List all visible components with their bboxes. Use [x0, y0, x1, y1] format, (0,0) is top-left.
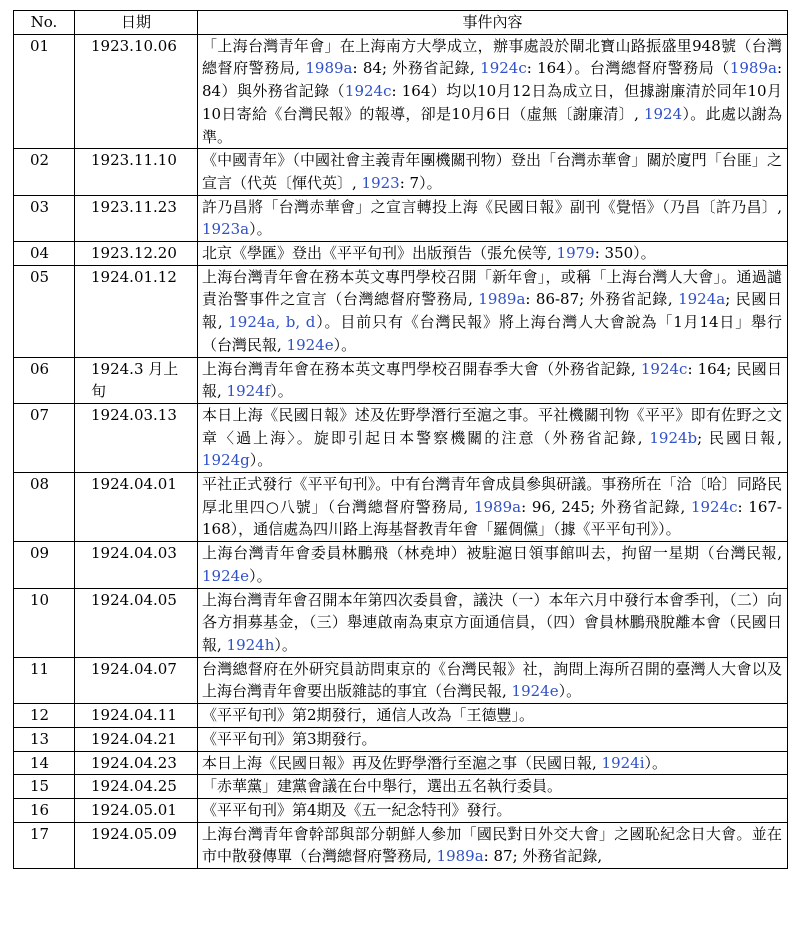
table-row	[14, 727, 788, 751]
citation-link[interactable]: 1924	[643, 104, 683, 123]
row-event	[198, 357, 788, 403]
citation-link[interactable]: 1924c	[690, 497, 738, 516]
row-date: 1924.03.13	[75, 403, 198, 472]
row-date: 1924.04.03	[75, 542, 198, 588]
event-text: ）。	[249, 220, 272, 239]
event-text: 平社正式發行《平平旬刊》。中有台灣青年會成員參與研議。事務所在「洽〔哈〕同路民厚北里四○八號」（台灣總督府警務局,	[202, 475, 782, 516]
event-text: ）。目前只有《台灣民報》將上海台灣人大會說為「1月14日」舉行（台灣民報,	[202, 313, 782, 354]
event-text: : 350）。	[594, 244, 656, 263]
row-date: 1924.04.01	[75, 473, 198, 542]
event-text: 上海台灣青年會在務本英文專門學校召開春季大會（外務省記錄,	[202, 359, 641, 378]
row-date: 1923.12.20	[75, 242, 198, 266]
citation-link[interactable]: 1924h	[226, 635, 275, 654]
event-text: ; 民國日報,	[697, 428, 782, 447]
table-row	[14, 657, 788, 703]
table-row	[14, 149, 788, 195]
event-text: : 164; 民國日報,	[202, 359, 782, 401]
citation-link[interactable]: 1923a	[202, 220, 250, 239]
header-event: 事件內容	[198, 11, 788, 35]
event-text: 《中國青年》（中國社會主義青年團機關刊物）登出「台灣赤華會」關於廈門「台匪」之宣言（代英〔惲代英〕,	[202, 151, 782, 192]
row-event	[198, 657, 788, 703]
table-row	[14, 473, 788, 542]
citation-link[interactable]: 1924a	[678, 290, 726, 309]
table-row	[14, 704, 788, 728]
row-date: 1924.05.09	[75, 822, 198, 868]
row-date: 1923.11.10	[75, 149, 198, 195]
row-number: 17	[14, 822, 75, 868]
event-text: 上海台灣青年會在務本英文專門學校召開「新年會」，或稱「上海台灣人大會」。通過譴責治警事件之宣言（台灣總督府警務局,	[202, 267, 782, 309]
citation-link[interactable]: 1924c	[640, 359, 688, 378]
table-row	[14, 357, 788, 403]
event-text: 許乃昌將「台灣赤華會」之宣言轉投上海《民國日報》副刊《覺悟》（乃昌〔許乃昌〕,	[202, 197, 782, 216]
row-event	[198, 798, 788, 822]
row-number: 14	[14, 751, 75, 775]
row-date: 1924.3 月上旬	[75, 357, 198, 403]
event-text: 北京《學匯》登出《平平旬刊》出版預告（張允侯等,	[202, 244, 557, 263]
row-event	[198, 149, 788, 195]
event-text: : 86-87; 外務省記錄,	[525, 290, 679, 309]
event-text: 台灣總督府在外研究員訪問東京的《台灣民報》社，詢問上海所召開的臺灣人大會以及上海台灣青年會要出版雜誌的事宜（台灣民報,	[202, 659, 782, 701]
table-row	[14, 34, 788, 149]
row-event	[198, 242, 788, 266]
header-date: 日期	[75, 11, 198, 35]
citation-link[interactable]: 1924i	[601, 753, 645, 772]
row-date: 1924.05.01	[75, 798, 198, 822]
row-date: 1924.04.11	[75, 704, 198, 728]
event-text: : 84）與外務省記錄（	[202, 59, 782, 101]
row-number: 02	[14, 149, 75, 195]
event-text: 本日上海《民國日報》述及佐野學潛行至滬之事。平社機關刊物《平平》即有佐野之文章〈過上海〉。旋即引起日本警察機關的注意（外務省記錄,	[202, 405, 782, 447]
table-row	[14, 542, 788, 588]
citation-link[interactable]: 1989a	[478, 290, 526, 309]
row-number: 11	[14, 657, 75, 703]
row-event	[198, 775, 788, 799]
citation-link[interactable]: 1923	[361, 173, 400, 192]
row-number: 09	[14, 542, 75, 588]
event-text: ）。	[249, 451, 273, 470]
citation-link[interactable]: 1924g	[202, 451, 250, 470]
event-text: 《平平旬刊》第2期發行，通信人改為「王德豐」。	[202, 706, 535, 725]
row-number: 04	[14, 242, 75, 266]
table-row	[14, 588, 788, 657]
citation-link[interactable]: 1924e	[286, 335, 334, 354]
row-event	[198, 588, 788, 657]
event-text: : 7）。	[399, 173, 442, 192]
row-date: 1924.01.12	[75, 265, 198, 357]
row-date: 1923.11.23	[75, 195, 198, 241]
chronology-table	[13, 10, 788, 869]
event-text: : 167-168），通信處為四川路上海基督教青年會「羅倜儻」（據《平平旬刊》）。	[202, 497, 782, 539]
citation-link[interactable]: 1924e	[202, 566, 250, 585]
event-text: ）。	[558, 682, 582, 701]
table-row	[14, 822, 788, 868]
event-text: ）。	[333, 335, 357, 354]
row-number: 07	[14, 403, 75, 472]
row-date: 1924.04.23	[75, 751, 198, 775]
event-text: ）。此處以謝為準。	[202, 104, 782, 146]
header-no: No.	[14, 11, 75, 35]
citation-link[interactable]: 1989a	[473, 497, 522, 516]
event-text: : 96, 245; 外務省記錄,	[521, 497, 691, 516]
row-number: 01	[14, 34, 75, 149]
citation-link[interactable]: 1979	[556, 244, 595, 263]
citation-link[interactable]: 1924f	[226, 382, 271, 401]
table-row	[14, 775, 788, 799]
citation-link[interactable]: 1989a	[305, 59, 353, 78]
row-event	[198, 473, 788, 542]
row-number: 10	[14, 588, 75, 657]
event-text: : 164）均以10月12日為成立日，但據謝廉清於同年10月10日寄給《台灣民報》的報導，卻是10月6日（虛無〔謝廉清〕,	[202, 82, 782, 123]
citation-link[interactable]: 1924c	[480, 59, 527, 78]
row-event	[198, 34, 788, 149]
event-text: ）。	[249, 566, 272, 585]
event-text: 「上海台灣青年會」在上海南方大學成立，辦事處設於閘北寶山路振盛里948號（台灣總督府警務局,	[202, 36, 782, 78]
row-event	[198, 704, 788, 728]
row-event	[198, 751, 788, 775]
row-event	[198, 822, 788, 868]
event-text: ）。	[644, 753, 668, 772]
row-date: 1924.04.25	[75, 775, 198, 799]
event-text: ）。	[274, 635, 297, 654]
table-row	[14, 265, 788, 357]
row-number: 16	[14, 798, 75, 822]
table-row	[14, 195, 788, 241]
table-body	[14, 34, 788, 868]
row-date: 1923.10.06	[75, 34, 198, 149]
row-date: 1924.04.05	[75, 588, 198, 657]
citation-link[interactable]: 1989a	[436, 847, 484, 866]
event-text: : 84; 外務省記錄,	[352, 59, 481, 78]
event-text: 《平平旬刊》第4期及《五一紀念特刊》發行。	[202, 800, 512, 819]
row-event	[198, 265, 788, 357]
citation-link[interactable]: 1924e	[511, 682, 559, 701]
citation-link[interactable]: 1989a	[729, 59, 777, 78]
event-text: : 164）。台灣總督府警務局（	[526, 59, 730, 78]
row-event	[198, 542, 788, 588]
row-event	[198, 403, 788, 472]
table-row	[14, 751, 788, 775]
row-number: 13	[14, 727, 75, 751]
event-text: 上海台灣青年會委員林鵬飛（林堯坤）被駐滬日領事館叫去，拘留一星期（台灣民報,	[202, 544, 782, 563]
row-number: 08	[14, 473, 75, 542]
citation-link[interactable]: 1924b	[649, 428, 698, 447]
event-text: 上海台灣青年會幹部與部分朝鮮人參加「國民對日外交大會」之國恥紀念日大會。並在市中散發傳單（台灣總督府警務局,	[202, 824, 782, 866]
event-text: 本日上海《民國日報》再及佐野學潛行至滬之事（民國日報,	[202, 753, 602, 772]
row-number: 03	[14, 195, 75, 241]
event-text: 「赤華黨」建黨會議在台中舉行，選出五名執行委員。	[202, 777, 563, 796]
header-row	[14, 11, 788, 35]
row-number: 12	[14, 704, 75, 728]
row-date: 1924.04.07	[75, 657, 198, 703]
row-event	[198, 195, 788, 241]
event-text: 上海台灣青年會召開本年第四次委員會，議決（一）本年六月中發行本會季刊，（二）向各方捐募基金，（三）舉連啟南為東京方面通信員，（四）會員林鵬飛脫離本會（民國日報,	[202, 590, 782, 654]
row-number: 05	[14, 265, 75, 357]
event-text: 《平平旬刊》第3期發行。	[202, 729, 377, 748]
event-text: : 87; 外務省記錄,	[483, 847, 603, 866]
citation-link[interactable]: 1924a, b, d	[228, 313, 316, 332]
row-number: 15	[14, 775, 75, 799]
row-number: 06	[14, 357, 75, 403]
event-text: ; 民國日報,	[202, 290, 782, 332]
event-text: ）。	[270, 382, 293, 401]
citation-link[interactable]: 1924c	[344, 82, 392, 101]
table-row	[14, 242, 788, 266]
table-row	[14, 403, 788, 472]
row-date: 1924.04.21	[75, 727, 198, 751]
row-event	[198, 727, 788, 751]
table-row	[14, 798, 788, 822]
